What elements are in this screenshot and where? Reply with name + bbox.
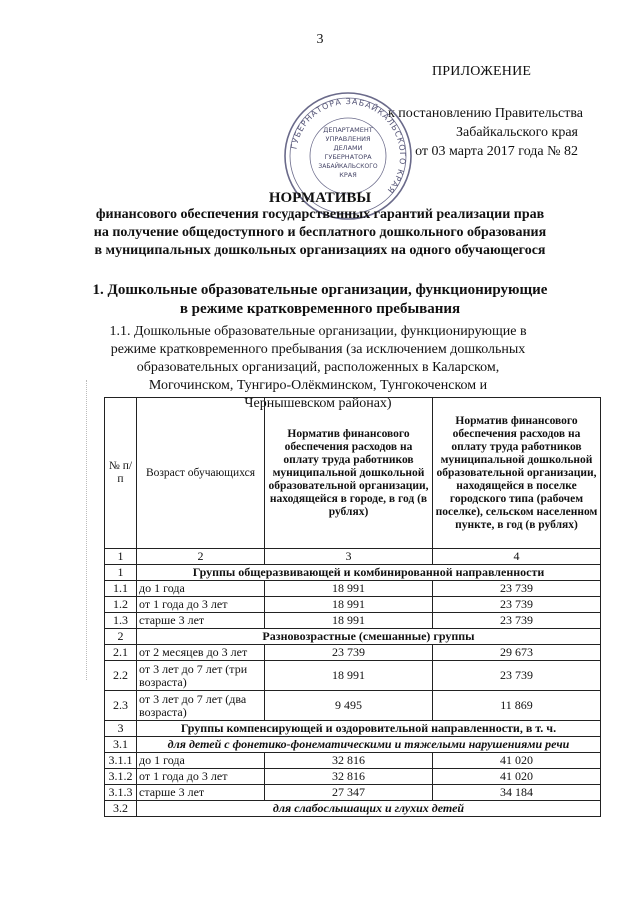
- subgroup-row: [105, 737, 601, 753]
- seal-line-4: ГУБЕРНАТОРА: [324, 153, 372, 161]
- row-age: старше 3 лет: [137, 785, 265, 801]
- subgroup-title: для слабослышащих и глухих детей: [137, 801, 601, 817]
- col-number: 4: [433, 549, 601, 565]
- row-num: 1.3: [105, 613, 137, 629]
- col-number: 1: [105, 549, 137, 565]
- col-number: 2: [137, 549, 265, 565]
- group-title: Разновозрастные (смешанные) группы: [137, 629, 601, 645]
- seal-line-5: ЗАБАЙКАЛЬСКОГО: [318, 163, 378, 170]
- decree-line-2: Забайкальского края: [455, 125, 578, 140]
- row-city-value: 32 816: [265, 753, 433, 769]
- column-numbers-row: [105, 549, 601, 565]
- subgroup-num: 3.1: [105, 737, 137, 753]
- decree-line-3: от 03 марта 2017 года № 82: [415, 144, 578, 159]
- row-num: 3.1.2: [105, 769, 137, 785]
- subgroup-num: 3.2: [105, 801, 137, 817]
- group-row: [105, 565, 601, 581]
- row-rural-value: 23 739: [433, 661, 601, 691]
- decree-line-1: к постановлению Правительства: [388, 106, 584, 121]
- header-age: Возраст обучающихся: [137, 398, 265, 549]
- document-title: НОРМАТИВЫ: [268, 190, 372, 206]
- row-num: 2.2: [105, 661, 137, 691]
- row-age: от 3 лет до 7 лет (три возраста): [137, 661, 265, 691]
- group-num: 2: [105, 629, 137, 645]
- row-rural-value: 23 739: [433, 581, 601, 597]
- seal-line-6: КРАЯ: [339, 171, 357, 179]
- subsection-text: 1.1. Дошкольные образовательные организации, функционирующие в режиме кратковременного пребывания (за исключением дошкольных образовательных организаций, расположенных в Каларском, Могочинском, Тунгиро-Олёкминском, Тунгокоченском и Чернышевском районах): [109, 324, 527, 411]
- group-num: 1: [105, 565, 137, 581]
- group-num: 3: [105, 721, 137, 737]
- seal-line-3: ДЕЛАМИ: [333, 144, 363, 152]
- row-num: 1.2: [105, 597, 137, 613]
- group-title: Группы компенсирующей и оздоровительной направленности, в т. ч.: [137, 721, 601, 737]
- table-header-row: [105, 398, 601, 549]
- row-age: от 1 года до 3 лет: [137, 597, 265, 613]
- margin-guide: [86, 380, 87, 680]
- row-rural-value: 34 184: [433, 785, 601, 801]
- row-rural-value: 11 869: [433, 691, 601, 721]
- seal-line-2: УПРАВЛЕНИЯ: [325, 135, 371, 143]
- table-row: [105, 597, 601, 613]
- seal-line-1: ДЕПАРТАМЕНТ: [323, 126, 373, 134]
- row-age: до 1 года: [137, 581, 265, 597]
- row-rural-value: 29 673: [433, 645, 601, 661]
- decree-reference: [388, 104, 584, 161]
- row-rural-value: 23 739: [433, 597, 601, 613]
- table-row: [105, 769, 601, 785]
- row-city-value: 18 991: [265, 613, 433, 629]
- row-age: до 1 года: [137, 753, 265, 769]
- appendix-label: ПРИЛОЖЕНИЕ: [432, 64, 532, 79]
- row-num: 3.1.3: [105, 785, 137, 801]
- group-row: [105, 629, 601, 645]
- row-num: 3.1.1: [105, 753, 137, 769]
- row-age: от 3 лет до 7 лет (два возраста): [137, 691, 265, 721]
- normatives-table: [104, 397, 601, 817]
- table-row: [105, 581, 601, 597]
- section-heading: 1. Дошкольные образовательные организации, функционирующие в режиме кратковременного пребывания: [92, 282, 548, 317]
- row-age: от 1 года до 3 лет: [137, 769, 265, 785]
- row-city-value: 18 991: [265, 597, 433, 613]
- subgroup-title: для детей с фонетико-фонематическими и тяжелыми нарушениями речи: [137, 737, 601, 753]
- document-subtitle: финансового обеспечения государственных гарантий реализации прав на получение общедоступного и бесплатного дошкольного образования в муниципальных дошкольных организациях на одного обучающегося: [93, 207, 547, 258]
- header-num: № п/п: [105, 398, 137, 549]
- header-city: Норматив финансового обеспечения расходов на оплату труда работников муниципальной дошкольной образовательной организации, находящейся в городе, в год (в рублях): [265, 398, 433, 549]
- row-age: от 2 месяцев до 3 лет: [137, 645, 265, 661]
- table-row: [105, 645, 601, 661]
- table-row: [105, 753, 601, 769]
- table-row: [105, 785, 601, 801]
- header-rural: Норматив финансового обеспечения расходов на оплату труда работников муниципальной дошкольной образовательной организации, находящейся в поселке городского типа (рабочем поселке), сельском населенном пункте, в год (в рублях): [433, 398, 601, 549]
- row-city-value: 27 347: [265, 785, 433, 801]
- table-row: [105, 661, 601, 691]
- table-row: [105, 691, 601, 721]
- group-title: Группы общеразвивающей и комбинированной направленности: [137, 565, 601, 581]
- row-num: 1.1: [105, 581, 137, 597]
- row-age: старше 3 лет: [137, 613, 265, 629]
- page-number: 3: [316, 32, 324, 47]
- row-city-value: 23 739: [265, 645, 433, 661]
- row-city-value: 9 495: [265, 691, 433, 721]
- subgroup-row: [105, 801, 601, 817]
- col-number: 3: [265, 549, 433, 565]
- row-city-value: 32 816: [265, 769, 433, 785]
- row-rural-value: 23 739: [433, 613, 601, 629]
- row-rural-value: 41 020: [433, 753, 601, 769]
- row-num: 2.3: [105, 691, 137, 721]
- seal-outer-text: ГУБЕРНАТОРА ЗАБАЙКАЛЬСКОГО КРАЯ: [289, 96, 408, 196]
- row-city-value: 18 991: [265, 581, 433, 597]
- row-num: 2.1: [105, 645, 137, 661]
- table-row: [105, 613, 601, 629]
- row-city-value: 18 991: [265, 661, 433, 691]
- group-row: [105, 721, 601, 737]
- row-rural-value: 41 020: [433, 769, 601, 785]
